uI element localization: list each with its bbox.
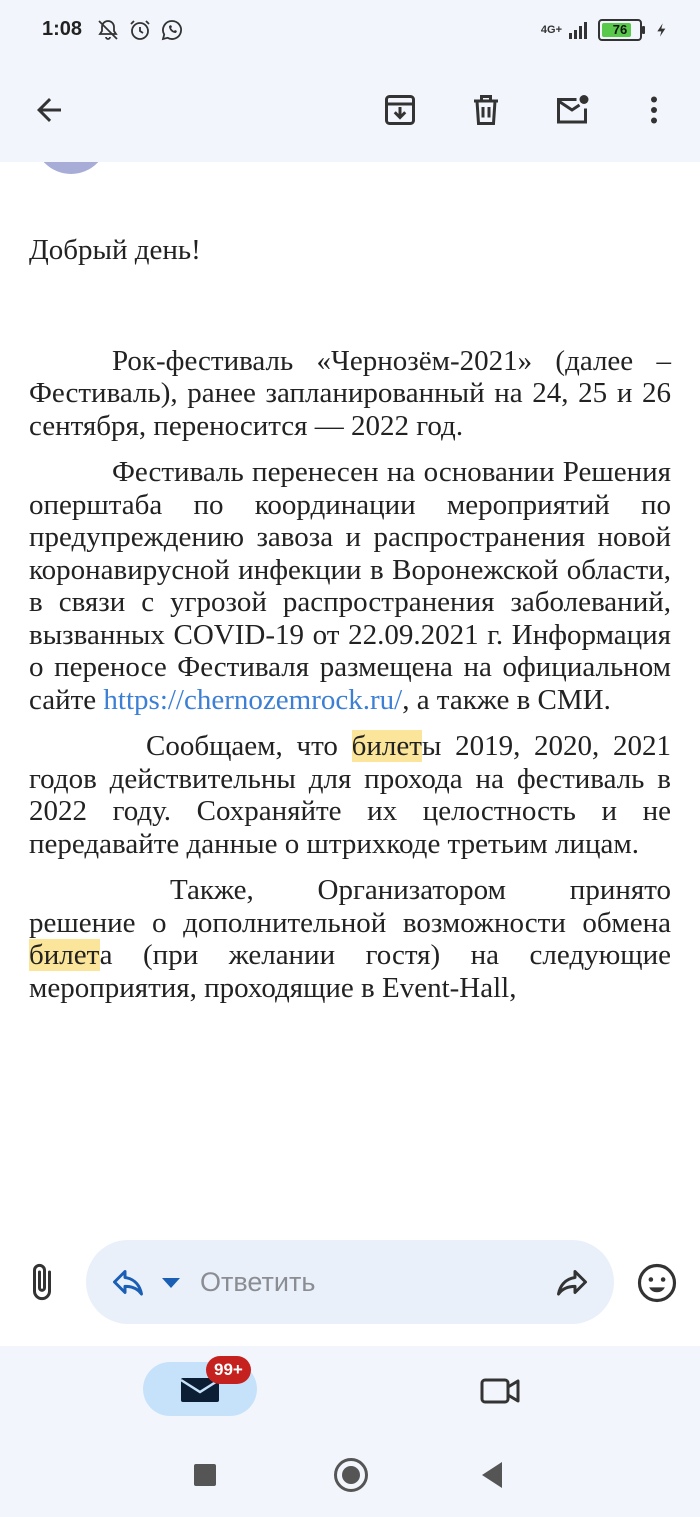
- forward-icon[interactable]: [552, 1264, 592, 1300]
- chevron-down-icon[interactable]: [160, 1276, 182, 1290]
- email-toolbar: [0, 62, 700, 162]
- paragraph-1: [29, 345, 671, 443]
- bell-off-icon: [96, 18, 120, 42]
- status-icons-left: [96, 18, 184, 42]
- bottom-navigation: [0, 1346, 700, 1432]
- reply-input[interactable]: [86, 1240, 614, 1324]
- reply-icon[interactable]: [108, 1264, 148, 1300]
- reply-placeholder: Ответить: [200, 1267, 316, 1297]
- unread-badge: 99+: [206, 1356, 251, 1384]
- network-type: 4G+: [540, 24, 562, 36]
- paragraph-2: [29, 456, 671, 716]
- festival-site-link[interactable]: https://chernozemrock.ru/: [103, 683, 403, 716]
- attachment-icon[interactable]: [22, 1262, 62, 1302]
- message-text: [29, 234, 671, 1018]
- paragraph-1-text: Рок-фестиваль «Чернозём-2021» (далее – Фестиваль), ранее запланированный на 24, 25 и 26 сентября, переносится — 2022 год.: [29, 344, 671, 442]
- paragraph-3: [29, 730, 671, 860]
- paragraph-2-tail: , а также в СМИ.: [402, 683, 611, 716]
- search-highlight: билет: [29, 939, 100, 971]
- battery-level: 76: [612, 22, 628, 37]
- greeting: Добрый день!: [29, 234, 201, 266]
- recent-apps-button[interactable]: [194, 1464, 216, 1486]
- paragraph-3-tail: ы 2019, 2020, 2021 годов действительны для прохода на фестиваль в 2022 году. Сохраняйте их целостность и не передавайте данные о штрихкоде третьим лицам.: [29, 730, 671, 860]
- back-arrow-icon: [31, 92, 67, 128]
- more-options-button[interactable]: [630, 86, 678, 134]
- back-nav-button[interactable]: [482, 1462, 502, 1488]
- search-highlight: билет: [351, 730, 422, 762]
- email-body[interactable]: [0, 162, 700, 1218]
- home-button[interactable]: [334, 1458, 368, 1492]
- charging-icon: [654, 18, 670, 42]
- system-navigation: [0, 1432, 700, 1517]
- sender-avatar[interactable]: [34, 162, 108, 174]
- paragraph-4: [29, 874, 671, 1004]
- status-bar: [0, 0, 700, 62]
- paragraph-2-text: Фестиваль перенесен на основании Решения оперштаба по координации мероприятий по предупреждению завоза и распространения новой коронавирусной инфекции в Воронежской области, в связи с угрозой распространения заболеваний, вызванных COVID-19 от 22.09.2021 г. Информация о переносе Фестиваля размещена на официальном сайте: [29, 456, 671, 716]
- delete-button[interactable]: [462, 86, 510, 134]
- status-time: 1:08: [42, 18, 83, 40]
- paragraph-4-text: Также, Организатором принято решение о дополнительной возможности обмена: [29, 874, 671, 939]
- mark-unread-button[interactable]: [548, 86, 596, 134]
- archive-button[interactable]: [376, 86, 424, 134]
- signal-icon: [566, 18, 590, 42]
- status-icons-right: [541, 18, 670, 42]
- reply-bar: [0, 1218, 700, 1346]
- video-camera-icon[interactable]: [478, 1372, 522, 1408]
- paragraph-3-text: Сообщаем, что: [146, 730, 352, 762]
- emoji-icon[interactable]: [636, 1262, 678, 1304]
- mark-unread-icon: [554, 92, 590, 128]
- back-button[interactable]: [25, 86, 73, 134]
- paragraph-4-tail: а (при желании гостя) на следующие мероприятия, проходящие в Event-Hall,: [29, 939, 671, 1004]
- archive-icon: [382, 92, 418, 128]
- whatsapp-icon: [160, 18, 184, 42]
- alarm-icon: [128, 18, 152, 42]
- delete-icon: [468, 92, 504, 128]
- battery-icon: [598, 19, 642, 41]
- more-vert-icon: [636, 92, 672, 128]
